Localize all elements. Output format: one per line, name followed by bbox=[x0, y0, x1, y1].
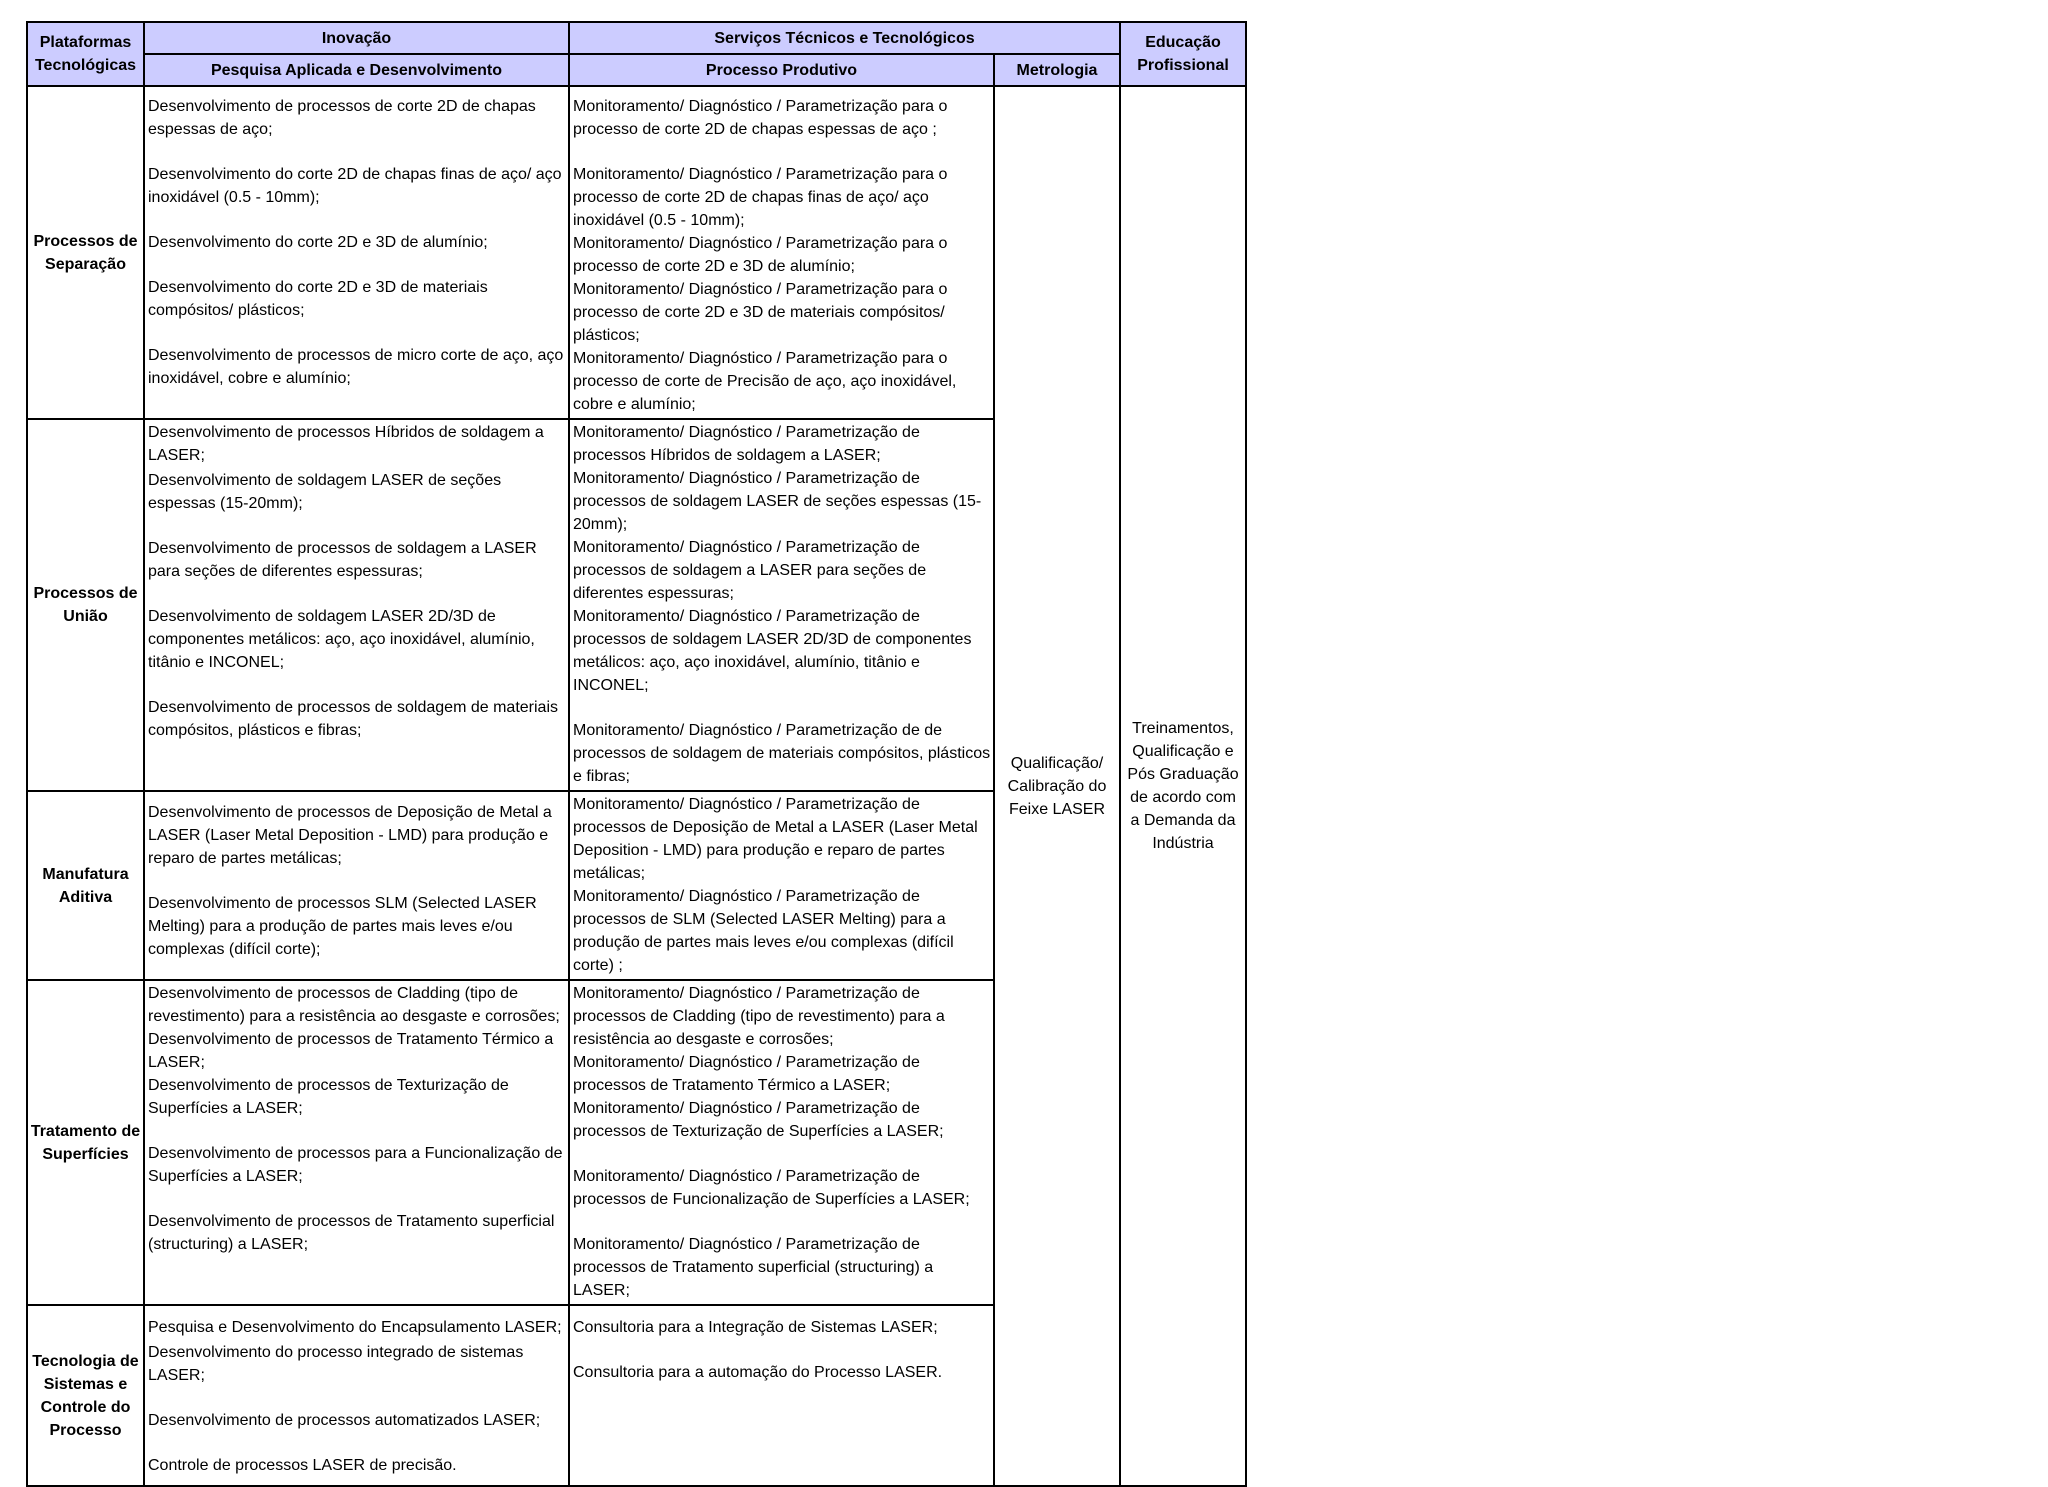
research-item: Desenvolvimento de processos automatizados LASER; bbox=[148, 1412, 541, 1429]
process-cell-surface bbox=[569, 980, 994, 1305]
research-item: Desenvolvimento do corte 2D e 3D de alumínio; bbox=[148, 234, 488, 251]
research-item: Desenvolvimento do corte 2D e 3D de materiais compósitos/ plásticos; bbox=[148, 279, 488, 319]
research-cell-additive bbox=[144, 791, 569, 980]
research-item: Desenvolvimento de processos Híbridos de soldagem a LASER; bbox=[148, 424, 544, 464]
header-platforms: Plataformas Tecnológicas bbox=[27, 22, 144, 86]
research-item: Desenvolvimento de processos de corte 2D de chapas espessas de aço; bbox=[148, 98, 536, 138]
process-cell-systems bbox=[569, 1305, 994, 1486]
platform-additive-manufacturing: Manufatura Aditiva bbox=[27, 791, 144, 980]
header-tech-services: Serviços Técnicos e Tecnológicos bbox=[569, 22, 1120, 54]
platform-systems-technology: Tecnologia de Sistemas e Controle do Processo bbox=[27, 1305, 144, 1486]
process-item: Monitoramento/ Diagnóstico / Parametrização para o processo de corte 2D de chapas finas de aço/ aço inoxidável (0.5 - 10mm); bbox=[573, 166, 948, 229]
research-item: Desenvolvimento de soldagem LASER de seções espessas (15-20mm); bbox=[148, 472, 502, 512]
research-item: Desenvolvimento de processos SLM (Selected LASER Melting) para a produção de partes mais leves e/ou complexas (difícil corte); bbox=[148, 895, 537, 958]
research-cell-surface bbox=[144, 980, 569, 1305]
platform-separation: Processos de Separação bbox=[27, 86, 144, 419]
process-item: Consultoria para a automação do Processo LASER. bbox=[573, 1364, 943, 1381]
process-item: Consultoria para a Integração de Sistemas LASER; bbox=[573, 1319, 938, 1336]
process-item: Monitoramento/ Diagnóstico / Parametrização para o processo de corte de Precisão de aço, aço inoxidável, cobre e alumínio; bbox=[573, 350, 957, 413]
process-cell-additive bbox=[569, 791, 994, 980]
header-production-process: Processo Produtivo bbox=[569, 54, 994, 86]
process-item: Monitoramento/ Diagnóstico / Parametrização para o processo de corte 2D e 3D de alumínio; bbox=[573, 235, 948, 275]
process-item: Monitoramento/ Diagnóstico / Parametrização de processos de Tratamento superficial (structuring) a LASER; bbox=[573, 1236, 934, 1299]
services-matrix-table bbox=[26, 21, 1247, 1487]
process-item: Monitoramento/ Diagnóstico / Parametrização de processos de soldagem LASER de seções espessas (15-20mm); bbox=[573, 470, 982, 533]
research-item: Controle de processos LASER de precisão. bbox=[148, 1457, 457, 1474]
research-item: Desenvolvimento de soldagem LASER 2D/3D de componentes metálicos: aço, aço inoxidável, alumínio, titânio e INCONEL; bbox=[148, 608, 535, 671]
research-item: Desenvolvimento de processos de Cladding (tipo de revestimento) para a resistência ao desgaste e corrosões; bbox=[148, 985, 560, 1025]
process-item: Monitoramento/ Diagnóstico / Parametrização de processos de soldagem LASER 2D/3D de componentes metálicos: aço, aço inoxidável, alumínio, titânio e INCONEL; bbox=[573, 608, 972, 694]
process-item: Monitoramento/ Diagnóstico / Parametrização de processos de Texturização de Superfícies a LASER; bbox=[573, 1100, 944, 1140]
research-item: Desenvolvimento de processos de Tratamento superficial (structuring) a LASER; bbox=[148, 1213, 555, 1253]
process-item: Monitoramento/ Diagnóstico / Parametrização de de processos de soldagem de materiais compósitos, plásticos e fibras; bbox=[573, 722, 991, 785]
research-item: Desenvolvimento de processos de Texturização de Superfícies a LASER; bbox=[148, 1077, 509, 1117]
process-cell-separation bbox=[569, 86, 994, 419]
research-item: Desenvolvimento de processos de Tratamento Térmico a LASER; bbox=[148, 1031, 554, 1071]
research-item: Desenvolvimento de processos de Deposição de Metal a LASER (Laser Metal Deposition - LMD) para produção e reparo de partes metálicas; bbox=[148, 804, 552, 867]
research-cell-joining bbox=[144, 419, 569, 791]
header-education: Educação Profissional bbox=[1120, 22, 1246, 86]
header-applied-research: Pesquisa Aplicada e Desenvolvimento bbox=[144, 54, 569, 86]
research-item: Desenvolvimento de processos para a Funcionalização de Superfícies a LASER; bbox=[148, 1145, 563, 1185]
research-item: Desenvolvimento de processos de soldagem a LASER para seções de diferentes espessuras; bbox=[148, 540, 537, 580]
process-item: Monitoramento/ Diagnóstico / Parametrização para o processo de corte 2D de chapas espessas de aço ; bbox=[573, 98, 948, 138]
process-item: Monitoramento/ Diagnóstico / Parametrização de processos de SLM (Selected LASER Melting) para a produção de partes mais leves e/ou complexas (difícil corte) ; bbox=[573, 888, 954, 974]
research-item: Desenvolvimento de processos de soldagem de materiais compósitos, plásticos e fibras; bbox=[148, 699, 558, 739]
process-item: Monitoramento/ Diagnóstico / Parametrização de processos de Deposição de Metal a LASER (Laser Metal Deposition - LMD) para produção e reparo de partes metálicas; bbox=[573, 796, 978, 882]
process-item: Monitoramento/ Diagnóstico / Parametrização de processos de Tratamento Térmico a LASER; bbox=[573, 1054, 920, 1094]
research-cell-separation bbox=[144, 86, 569, 419]
process-item: Monitoramento/ Diagnóstico / Parametrização de processos de Cladding (tipo de revestimento) para a resistência ao desgaste e corrosões; bbox=[573, 985, 945, 1048]
header-metrology: Metrologia bbox=[994, 54, 1120, 86]
process-cell-joining bbox=[569, 419, 994, 791]
research-item: Pesquisa e Desenvolvimento do Encapsulamento LASER; bbox=[148, 1319, 562, 1336]
education-cell: Treinamentos, Qualificação e Pós Graduação de acordo com a Demanda da Indústria bbox=[1120, 86, 1246, 1486]
process-item: Monitoramento/ Diagnóstico / Parametrização para o processo de corte 2D e 3D de materiais compósitos/ plásticos; bbox=[573, 281, 948, 344]
process-item: Monitoramento/ Diagnóstico / Parametrização de processos Híbridos de soldagem a LASER; bbox=[573, 424, 920, 464]
research-item: Desenvolvimento do corte 2D de chapas finas de aço/ aço inoxidável (0.5 - 10mm); bbox=[148, 166, 562, 206]
metrology-cell: Qualificação/ Calibração do Feixe LASER bbox=[994, 86, 1120, 1486]
platform-surface-treatment: Tratamento de Superfícies bbox=[27, 980, 144, 1305]
process-item: Monitoramento/ Diagnóstico / Parametrização de processos de soldagem a LASER para seções de diferentes espessuras; bbox=[573, 539, 927, 602]
header-innovation: Inovação bbox=[144, 22, 569, 54]
research-item: Desenvolvimento do processo integrado de sistemas LASER; bbox=[148, 1344, 524, 1384]
research-item: Desenvolvimento de processos de micro corte de aço, aço inoxidável, cobre e alumínio; bbox=[148, 347, 564, 387]
platform-joining: Processos de União bbox=[27, 419, 144, 791]
research-cell-systems bbox=[144, 1305, 569, 1486]
process-item: Monitoramento/ Diagnóstico / Parametrização de processos de Funcionalização de Superfícies a LASER; bbox=[573, 1168, 970, 1208]
